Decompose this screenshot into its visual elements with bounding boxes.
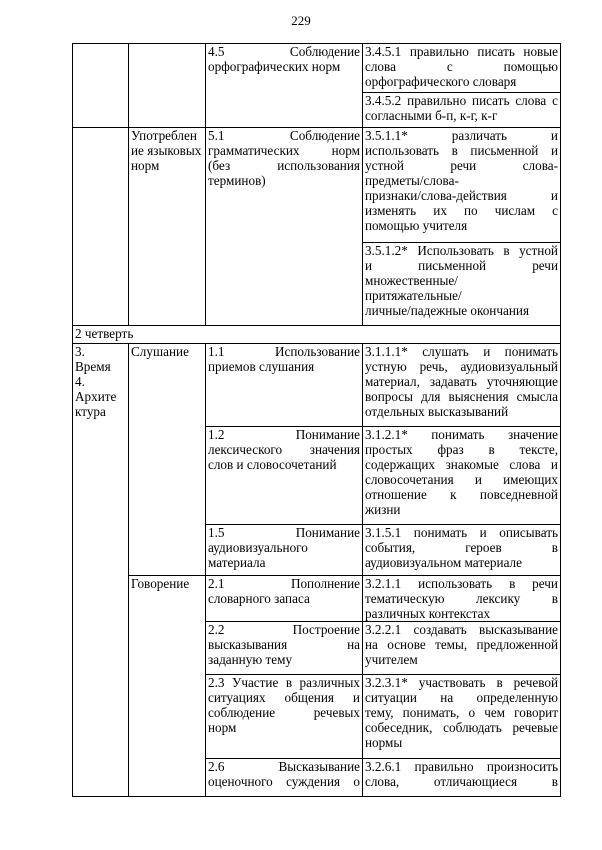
objective-cell [363,675,561,759]
objective-line: отношение к повседневной [365,487,558,502]
topic-line: 5.1 Соблюдение [208,128,360,143]
objective-line: 3.2.1.1 использовать в речи [365,576,558,591]
objective-line: 3.5.1.2* Использовать в устной [365,243,558,258]
topic-line: заданную тему [208,652,293,667]
objective-line: словосочетания и имеющих [365,472,558,487]
topic-line: высказывания на [208,637,360,652]
section-line: Употреблен [131,128,197,143]
objective-line: личные/падежные окончания [365,303,530,318]
objective-line: 3.2.2.1 создавать высказывание [365,622,558,637]
table-row [73,128,561,243]
topic-cell [206,675,363,759]
objective-line: вопросы для выяснения смысла [365,389,558,404]
objective-cell [363,243,561,326]
theme-line: 3. [75,344,85,359]
objective-line: простых фраз в тексте, [365,442,558,457]
objective-line: согласными б-п, к-г, к-г [365,108,498,123]
topic-cell [206,427,363,525]
objective-line: тему, понимать, о чем говорит [365,705,558,720]
objective-line: нормы [365,735,403,750]
objective-cell [363,525,561,576]
objective-line: 3.4.5.1 правильно писать новые [365,44,558,59]
objective-line: множественные/ [365,273,458,288]
objective-line: 3.1.1.1* слушать и понимать [365,344,558,359]
topic-line: лексического значения [208,442,360,457]
theme-cell-empty [73,44,129,128]
theme-line: Архите [75,389,117,404]
section-cell: Говорение [129,576,206,797]
objective-line: тематическую лексику в [365,591,558,606]
topic-line: 2.6 Высказывание [208,759,360,774]
topic-line: норм [208,720,237,735]
objective-line: слова, отличающиеся в [365,774,558,789]
quarter-heading: 2 четверть [73,326,561,344]
objective-cell [363,759,561,797]
page-number: 229 [291,13,311,28]
objective-line: 3.5.1.1* различать и [365,128,558,143]
topic-line: словарного запаса [208,591,310,606]
objective-line: 3.1.5.1 понимать и описывать [365,525,558,540]
table-row [73,344,561,427]
objective-line: учителем [365,652,418,667]
topic-line: 1.5 Понимание [208,525,360,540]
topic-cell [206,128,363,326]
objective-line: изменять их по числам с [365,203,558,218]
topic-line: приемов слушания [208,359,315,374]
theme-cell [73,344,129,797]
topic-line: ситуациях общения и [208,690,360,705]
objective-line: содержащих знакомые слова и [365,457,558,472]
topic-line: (без использования [208,158,360,173]
objective-cell [363,427,561,525]
objective-line: и письменной речи [365,258,558,273]
topic-cell [206,759,363,797]
objective-line: отдельных высказываний [365,404,509,419]
topic-line: 2.3 Участие в различных [208,675,360,690]
section-line: ие языковых [131,143,202,158]
objective-line: собеседник, соблюдать речевые [365,720,558,735]
table-row [73,44,561,93]
objective-line: на основе темы, предложенной [365,637,558,652]
objective-line: ситуации на определенную [365,690,558,705]
theme-line: Время [75,359,111,374]
objective-line: устную речь, аудиовизуальный [365,359,558,374]
objective-line: притяжательные/ [365,288,462,303]
objective-line: 3.2.6.1 правильно произносить [365,759,558,774]
topic-line: терминов) [208,173,266,188]
objective-cell [363,128,561,243]
objective-line: слова с помощью [365,59,558,74]
objective-cell [363,622,561,675]
objective-line: признаки/слова-действия и [365,188,558,203]
objective-line: 3.4.5.2 правильно писать слова с [365,93,558,108]
topic-line: оценочного суждения о [208,774,360,789]
objective-line: помощью учителя [365,218,468,233]
objective-line: орфографического словаря [365,74,517,89]
topic-line: 1.2 Понимание [208,427,360,442]
topic-line: соблюдение речевых [208,705,360,720]
objective-line: использовать в письменной и [365,143,558,158]
objective-line: устной речи слова- [365,158,558,173]
objective-line: события, героев в [365,540,558,555]
objective-line: 3.2.3.1* участвовать в речевой [365,675,558,690]
theme-line: 4. [75,374,85,389]
topic-line: 2.1 Пополнение [208,576,360,591]
section-cell: Слушание [129,344,206,576]
objective-line: жизни [365,502,401,517]
topic-line: грамматических норм [208,143,360,158]
objective-cell [363,93,561,128]
topic-cell [206,576,363,622]
topic-line: слов и словосочетаний [208,457,337,472]
objective-line: различных контекстах [365,606,491,621]
topic-cell [206,344,363,427]
topic-cell [206,44,363,128]
objective-cell [363,344,561,427]
table-row [73,326,561,344]
section-cell [129,128,206,326]
curriculum-table [72,43,561,797]
theme-line: ктура [75,404,106,419]
objective-line: предметы/слова- [365,173,459,188]
topic-line: 1.1 Использование [208,344,360,359]
topic-text: 4.5 Соблюдение орфографических норм [208,44,360,74]
objective-line: 3.1.2.1* понимать значение [365,427,558,442]
topic-cell [206,622,363,675]
table-row [73,576,561,622]
objective-line: аудиовизуальном материале [365,555,522,570]
objective-line: материал, задавать уточняющие [365,374,558,389]
topic-line: 2.2 Построение [208,622,360,637]
section-cell-empty [129,44,206,128]
topic-cell [206,525,363,576]
section-line: норм [131,158,160,173]
topic-line: аудиовизуального [208,540,308,555]
objective-cell [363,44,561,93]
topic-line: материала [208,555,266,570]
objective-cell [363,576,561,622]
theme-cell-empty [73,128,129,326]
